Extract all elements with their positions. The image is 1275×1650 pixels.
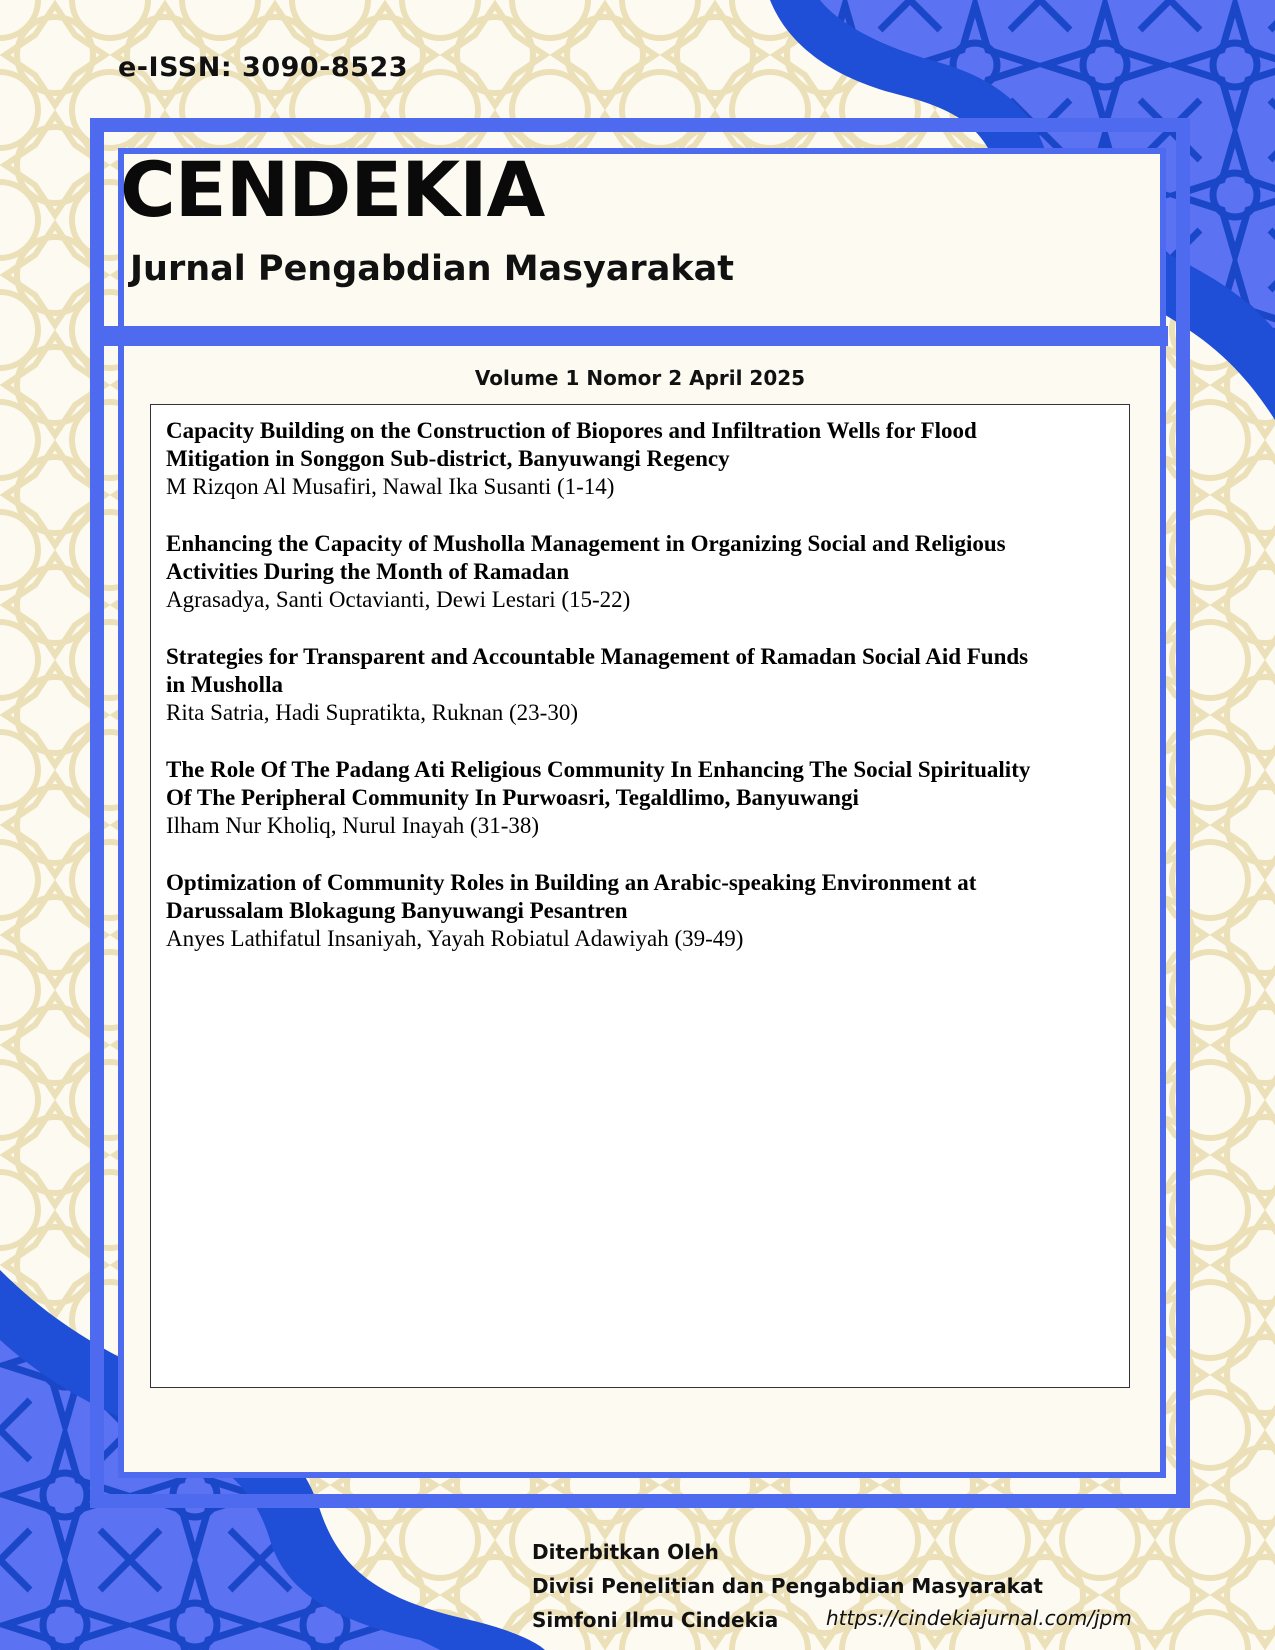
article-title: Enhancing the Capacity of Musholla Management in Organizing Social and Religious Activities During the Month of Ramadan [166, 531, 1006, 584]
article-entry [166, 869, 1115, 953]
article-entry [166, 530, 1115, 614]
publisher-label: Diterbitkan Oleh [532, 1540, 719, 1564]
article-entry [166, 643, 1115, 727]
volume-issue-label: Volume 1 Nomor 2 April 2025 [474, 366, 806, 390]
publisher-name: Simfoni Ilmu Cindekia [532, 1608, 779, 1632]
article-title: Strategies for Transparent and Accountable Management of Ramadan Social Aid Funds in Musholla [166, 644, 1029, 697]
article-entry [166, 417, 1115, 501]
journal-url-link[interactable]: https://cindekiajurnal.com/jpm [826, 1606, 1132, 1630]
article-authors: Agrasadya, Santi Octavianti, Dewi Lestari (15-22) [166, 587, 631, 612]
journal-title: CENDEKIA [120, 145, 545, 234]
article-entry [166, 756, 1115, 840]
article-title: Optimization of Community Roles in Building an Arabic-speaking Environment at Darussalam Blokagung Banyuwangi Pesantren [166, 870, 977, 923]
journal-subtitle: Jurnal Pengabdian Masyarakat [130, 249, 734, 289]
issn-label: e-ISSN: 3090-8523 [118, 52, 409, 83]
article-authors: Rita Satria, Hadi Supratikta, Ruknan (23-30) [166, 700, 579, 725]
article-authors: Ilham Nur Kholiq, Nurul Inayah (31-38) [166, 813, 540, 838]
header-divider-bar [96, 326, 1168, 346]
article-authors: M Rizqon Al Musafiri, Nawal Ika Susanti (1-14) [166, 474, 615, 499]
publisher-division: Divisi Penelitian dan Pengabdian Masyarakat [532, 1574, 1043, 1598]
article-title: The Role Of The Padang Ati Religious Community In Enhancing The Social Spirituality Of The Peripheral Community In Purwoasri, Tegaldlimo, Banyuwangi [166, 757, 1031, 810]
article-title: Capacity Building on the Construction of Biopores and Infiltration Wells for Flood Mitigation in Songgon Sub-district, Banyuwangi Regency [166, 418, 977, 471]
table-of-contents [150, 404, 1130, 1388]
article-authors: Anyes Lathifatul Insaniyah, Yayah Robiatul Adawiyah (39-49) [166, 926, 744, 951]
